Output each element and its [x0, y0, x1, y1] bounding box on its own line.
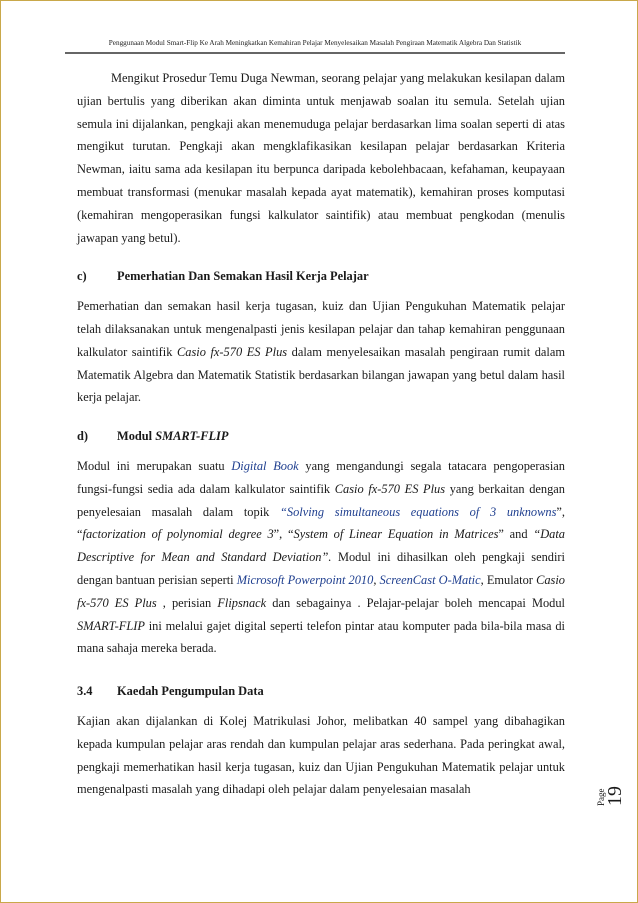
d-t18: , Emulator: [480, 572, 537, 587]
d-t16: ,: [373, 572, 380, 587]
d-t20: , perisian: [156, 595, 218, 610]
section-c-title: Pemerhatian Dan Semakan Hasil Kerja Pelajar: [117, 269, 369, 284]
d-t4: kalkulator saintifik: [234, 481, 335, 496]
d-t14: Modul ini dihasilkan oleh pengkaji sendiri dengan bantuan perisian seperti: [77, 550, 565, 587]
d-topic-2: factorization of polynomial degree 3: [82, 527, 274, 542]
section-d-title-prefix: Modul: [117, 429, 156, 444]
section-3-4-title: Kaedah Pengumpulan Data: [117, 684, 264, 699]
section-d-paragraph: [77, 455, 565, 660]
d-t10: ”, “: [273, 527, 294, 542]
section-3-4-heading: [77, 680, 565, 703]
d-topic-3: System of Linear Equation in Matrices: [293, 527, 499, 542]
section-d-number: d): [77, 429, 89, 444]
section-c-text-2: dalam menyelesaikan masalah pengiraan rumit dalam Matematik Algebra dan Matematik Statistik berdasarkan bilangan jawapan yang betul dalam hasil kerja pelajar.: [77, 344, 565, 405]
d-t8: ”, “: [77, 504, 566, 542]
running-header: Penggunaan Modul Smart-Flip Ke Arah Meningkatkan Kemahiran Pelajar Menyelesaikan Masalah Pengiraan Matematik Algebra Dan Statistik: [108, 39, 522, 47]
section-c-number: c): [77, 269, 87, 284]
page-content: [77, 67, 565, 801]
d-topic-1: “Solving simultaneous equations of 3 unknowns: [280, 504, 557, 519]
d-software-1: Microsoft Powerpoint 2010: [236, 572, 374, 587]
intro-paragraph: Mengikut Prosedur Temu Duga Newman, seorang pelajar yang melakukan kesilapan dalam ujian bertulis yang diberikan akan diminta untuk menjawab soalan itu semula. Setelah ujian semula ini dijalankan, pengkaji akan menemuduga pelajar berdasarkan lima soalan seperti di atas mengikut turutan. Pengkaji akan mengklafikasikan kesilapan pelajar berdasarkan Kriteria Newman, iaitu sama ada kesilapan itu berpunca daripada kebolehbacaan, kefahaman, keupayaan membuat transformasi (menukar masalah kepada ayat matematik), kemahiran proses komputasi (kemahiran mengoperasikan fungsi kalkulator saintifik) atau membuat pengkodan (menulis jawapan yang betul).: [77, 71, 565, 245]
section-c-calculator-italic: Casio fx-570 ES Plus: [177, 344, 288, 359]
section-d-heading: [77, 425, 565, 448]
d-software-3: Flipsnack: [217, 595, 267, 610]
section-3-4-number: 3.4: [77, 684, 93, 699]
d-topic-4: “Data Descriptive for Mean and Standard Deviation”.: [77, 527, 565, 565]
d-software-2: ScreenCast O-Matic: [379, 572, 481, 587]
d-t24: ini melalui gajet digital seperti telefon pintar atau komputer pada bila-bila masa di mana sahaja mereka berada.: [77, 618, 565, 656]
page-number: 19: [604, 786, 626, 806]
page-label: Page: [596, 788, 606, 806]
header-rule: [65, 52, 565, 54]
section-c-heading: [77, 265, 565, 288]
section-c-paragraph: [77, 295, 565, 409]
section-3-4-paragraph: Kajian akan dijalankan di Kolej Matrikulasi Johor, melibatkan 40 sampel yang dibahagikan kepada kumpulan pelajar aras rendah dan kumpulan pelajar aras sederhana. Pada peringkat awal, pengkaji memerhatikan hasil kerja tugasan, kuiz dan Ujian Pengukuhan Matematik pelajar untuk mengenalpasti masalah yang dihadapi oleh pelajar dalam penyelesaian masalah: [77, 713, 565, 797]
d-calculator-1: Casio fx-570 ES Plus: [334, 481, 446, 496]
section-d-title: [117, 425, 228, 448]
d-t6: yang berkaitan dengan penyelesaian masalah dalam topik: [77, 481, 565, 519]
d-t3: yang mengandungi segala tatacara pengoperasian fungsi-fungsi sedia ada dalam: [77, 458, 565, 496]
section-c-text-1: Pemerhatian dan semakan hasil kerja tugasan, kuiz dan Ujian Pengukuhan Matematik pelajar telah dilaksanakan untuk mengenalpasti jenis kesilapan pelajar dan tahap kemahiran penggunaan kalkulator saintifik: [77, 299, 565, 359]
page-number-block: [591, 776, 631, 836]
d-t22: dan sebagainya . Pelajar-pelajar boleh mencapai Modul: [266, 595, 565, 610]
section-d-title-italic: SMART-FLIP: [155, 429, 229, 444]
d-t12: ” and: [498, 527, 534, 542]
d-module-name: SMART-FLIP: [77, 618, 145, 633]
d-digital-book: Digital Book: [231, 458, 299, 473]
d-calculator-2: Casio fx-570 ES Plus: [77, 572, 565, 610]
d-t1: Modul ini merupakan suatu: [77, 458, 232, 473]
